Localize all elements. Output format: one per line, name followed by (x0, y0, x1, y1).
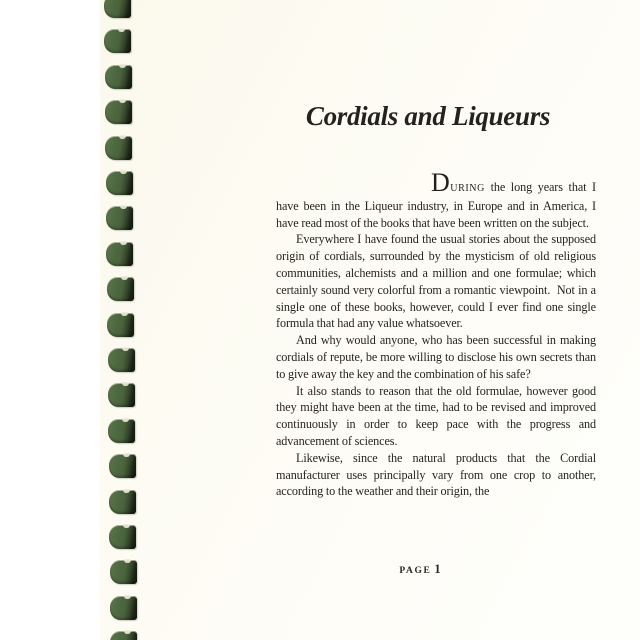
paragraph: Likewise, since the natural products that the Cordial manufacturer uses principally vary from one crop to another, according to the weather and their origin, the (276, 450, 596, 499)
binding-loop-icon (110, 596, 137, 620)
paragraph: It also stands to reason that the old formulae, however good they might have been at the time, had to be revised and improved continuously in order to keep pace with the progress and advancement of sciences. (276, 383, 596, 448)
paragraph: And why would anyone, who has been successful in making cordials of repute, be more willing to disclose his own secrets than to give away the key and the combination of his safe? (276, 333, 596, 381)
binding-loop-icon (104, 0, 131, 18)
binding-loop-icon (107, 277, 134, 301)
spiral-comb-binding (0, 0, 140, 640)
binding-loop-icon (110, 560, 137, 584)
chapter-title: Cordials and Liqueurs (305, 101, 551, 131)
page-body (276, 168, 596, 500)
folio-label: PAGE (399, 566, 432, 576)
binding-loop-icon (109, 490, 136, 514)
smallcaps-word: URING (450, 183, 485, 194)
folio-number: 1 (434, 562, 441, 576)
binding-loop-icon (108, 383, 135, 407)
binding-loop-icon (109, 454, 136, 478)
binding-loop-icon (105, 100, 132, 124)
binding-loop-icon (105, 136, 132, 160)
binding-loop-icon (106, 242, 133, 266)
binding-loop-icon (106, 206, 133, 230)
binding-loop-icon (107, 313, 134, 337)
opening-paragraph-text: the long years that I have been in the Liqueur industry, in Europe and in America, I have read most of the books that have been written on the subject. (276, 180, 596, 230)
binding-loop-icon (106, 171, 133, 195)
dropcap-letter: D (431, 168, 451, 197)
binding-loop-icon (109, 525, 136, 549)
binding-loop-icon (108, 348, 135, 372)
page-footer (260, 560, 580, 578)
paragraph: Everywhere I have found the usual stories about the supposed origin of cordials, surrounded by the mysticism of old religious communities, alchemists and a million and one formulae; which certainly sound very colorful from a romantic viewpoint. Not in a single one of these books, however, could I ever find one single formula that had any value whatsoever. (276, 232, 596, 331)
binding-loop-icon (110, 631, 137, 640)
binding-loop-icon (108, 419, 135, 443)
binding-loop-icon (104, 29, 131, 53)
binding-loop-icon (105, 65, 132, 89)
book-page (100, 0, 640, 640)
paragraph-opening (276, 168, 596, 231)
body-paragraphs (276, 231, 596, 500)
